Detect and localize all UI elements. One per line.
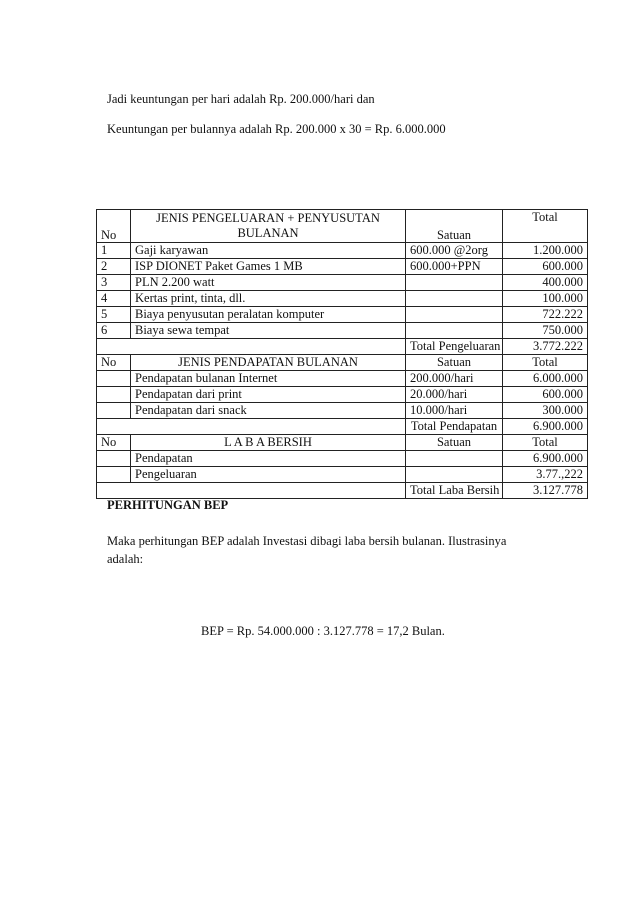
row-item: ISP DIONET Paket Games 1 MB [131, 259, 406, 275]
expense-header-row [97, 210, 588, 243]
row-total: 722.222 [503, 307, 588, 323]
row-unit [406, 451, 503, 467]
row-no [97, 387, 131, 403]
row-unit: 20.000/hari [406, 387, 503, 403]
expense-summary-row [97, 339, 588, 355]
row-total: 300.000 [503, 403, 588, 419]
row-unit [406, 291, 503, 307]
income-header-unit: Satuan [406, 355, 503, 371]
profit-summary-value: 3.127.778 [503, 483, 588, 499]
financial-table [96, 209, 588, 499]
row-no: 1 [97, 243, 131, 259]
row-no [97, 371, 131, 387]
profit-header-no: No [97, 435, 131, 451]
table-row [97, 467, 588, 483]
row-item: Pendapatan bulanan Internet [131, 371, 406, 387]
row-item: Pendapatan dari snack [131, 403, 406, 419]
profit-header-total: Total [503, 435, 588, 451]
row-unit [406, 323, 503, 339]
table-row [97, 371, 588, 387]
expense-summary-label: Total Pengeluaran [406, 339, 503, 355]
table-row [97, 451, 588, 467]
income-header-total: Total [503, 355, 588, 371]
expense-header-unit: Satuan [406, 210, 503, 243]
profit-header-unit: Satuan [406, 435, 503, 451]
row-unit: 10.000/hari [406, 403, 503, 419]
bep-description: Maka perhitungan BEP adalah Investasi dibagi laba bersih bulanan. Ilustrasinya adalah: [107, 534, 507, 566]
table-row [97, 403, 588, 419]
income-header-no: No [97, 355, 131, 371]
table-row [97, 323, 588, 339]
row-no [97, 451, 131, 467]
row-no: 5 [97, 307, 131, 323]
row-item: Pendapatan dari print [131, 387, 406, 403]
row-unit: 600.000+PPN [406, 259, 503, 275]
row-total: 400.000 [503, 275, 588, 291]
expense-header-total: Total [503, 210, 588, 243]
row-total: 600.000 [503, 259, 588, 275]
table-row [97, 307, 588, 323]
table-row [97, 259, 588, 275]
income-header-row [97, 355, 588, 371]
row-unit [406, 275, 503, 291]
intro-line-daily-profit: Jadi keuntungan per hari adalah Rp. 200.000/hari dan [107, 92, 375, 106]
table-row [97, 387, 588, 403]
row-item: PLN 2.200 watt [131, 275, 406, 291]
profit-header-row [97, 435, 588, 451]
row-unit: 200.000/hari [406, 371, 503, 387]
income-summary-row [97, 419, 588, 435]
income-summary-label: Total Pendapatan [406, 419, 503, 435]
row-no: 3 [97, 275, 131, 291]
row-total: 100.000 [503, 291, 588, 307]
row-no: 6 [97, 323, 131, 339]
row-no: 2 [97, 259, 131, 275]
income-header-item: JENIS PENDAPATAN BULANAN [131, 355, 406, 371]
table-row [97, 275, 588, 291]
row-no [97, 403, 131, 419]
expense-header-no: No [97, 210, 131, 243]
row-no: 4 [97, 291, 131, 307]
row-no [97, 467, 131, 483]
row-item: Biaya penyusutan peralatan komputer [131, 307, 406, 323]
bep-formula: BEP = Rp. 54.000.000 : 3.127.778 = 17,2 Bulan. [201, 624, 445, 638]
row-item: Pengeluaran [131, 467, 406, 483]
income-summary-value: 6.900.000 [503, 419, 588, 435]
table-row [97, 243, 588, 259]
blank-cell [97, 483, 406, 499]
row-total: 3.77.,222 [503, 467, 588, 483]
row-item: Gaji karyawan [131, 243, 406, 259]
blank-cell [97, 419, 406, 435]
intro-line-monthly-profit: Keuntungan per bulannya adalah Rp. 200.000 x 30 = Rp. 6.000.000 [107, 122, 446, 136]
expense-header-item: JENIS PENGELUARAN + PENYUSUTAN BULANAN [131, 210, 406, 243]
row-total: 6.000.000 [503, 371, 588, 387]
row-total: 600.000 [503, 387, 588, 403]
profit-header-item: L A B A BERSIH [131, 435, 406, 451]
profit-summary-row [97, 483, 588, 499]
row-item: Biaya sewa tempat [131, 323, 406, 339]
row-total: 6.900.000 [503, 451, 588, 467]
table-row [97, 291, 588, 307]
row-item: Kertas print, tinta, dll. [131, 291, 406, 307]
expense-summary-value: 3.772.222 [503, 339, 588, 355]
row-item: Pendapatan [131, 451, 406, 467]
row-total: 750.000 [503, 323, 588, 339]
profit-summary-label: Total Laba Bersih [406, 483, 503, 499]
row-unit [406, 467, 503, 483]
row-unit [406, 307, 503, 323]
blank-cell [97, 339, 406, 355]
row-unit: 600.000 @2org [406, 243, 503, 259]
bep-heading: PERHITUNGAN BEP [107, 498, 229, 512]
row-total: 1.200.000 [503, 243, 588, 259]
